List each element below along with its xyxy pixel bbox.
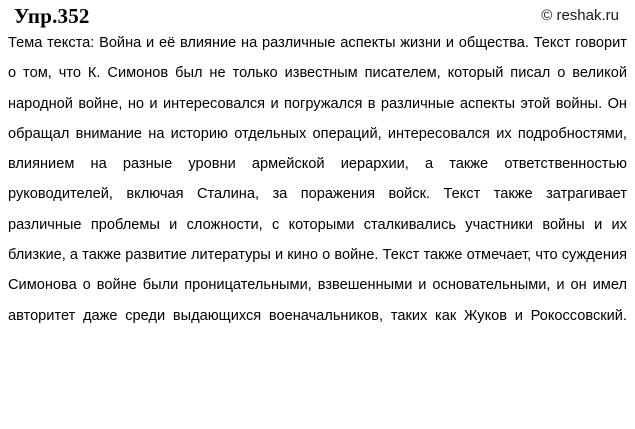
answer-body [8, 28, 627, 361]
watermark-label: reshak.ru [556, 7, 619, 24]
document-header [8, 4, 627, 30]
site-watermark [541, 7, 619, 24]
copyright-icon: © [541, 7, 553, 24]
answer-paragraph: Тема текста: Война и её влияние на различные аспекты жизни и общества. Текст говорит о том, что К. Симонов был не только известным писателем, который писал о великой народной войне, но и интересовался и погружался в различные аспекты этой войны. Он обращал внимание на историю отдельных операций, интересовался их подробностями, влиянием на разные уровни армейской иерархии, а также ответственностью руководителей, включая Сталина, за поражения войск. Текст также затрагивает различные проблемы и сложности, с которыми сталкивались участники войны и их близкие, а также развитие литературы и кино о войне. Текст также отмечает, что суждения Симонова о войне были проницательными, взвешенными и основательными, и он имел авторитет даже среди выдающихся военачальников, таких как Жуков и Рокоссовский. [8, 35, 627, 324]
exercise-title: Упр.352 [14, 4, 90, 28]
